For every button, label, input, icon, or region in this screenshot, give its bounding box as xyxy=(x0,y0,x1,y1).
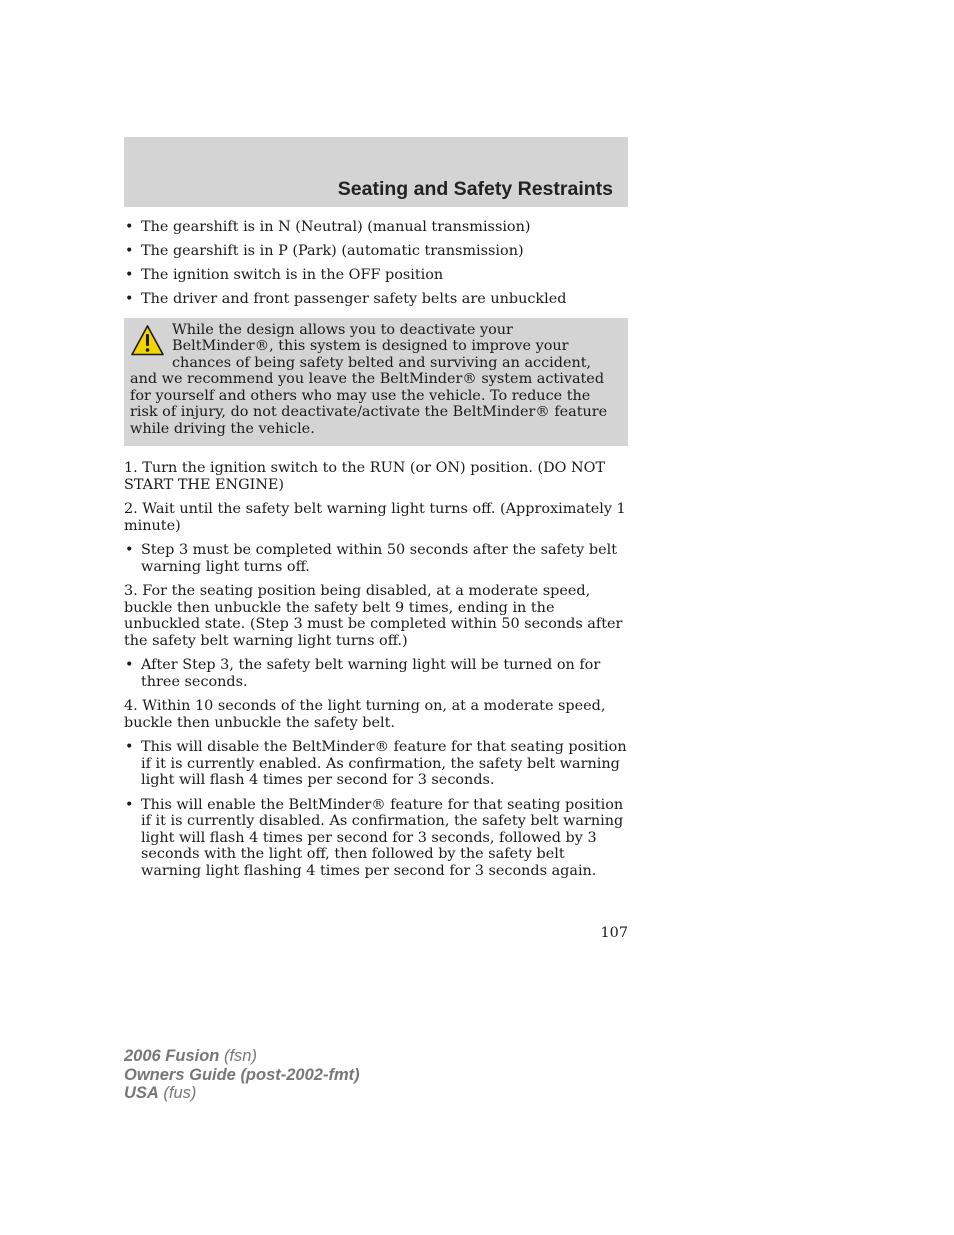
warning-triangle-icon xyxy=(130,324,165,357)
section-header xyxy=(124,137,628,207)
list-item: • The driver and front passenger safety belts are unbuckled xyxy=(124,291,628,308)
list-item: • Step 3 must be completed within 50 seconds after the safety belt warning light turns off. xyxy=(124,542,628,575)
warning-box xyxy=(124,318,628,447)
list-item: • This will disable the BeltMinder® feature for that seating position if it is currently enabled. As confirmation, the safety belt warning light will flash 4 times per second for 3 seconds. xyxy=(124,739,628,789)
warning-text: While the design allows you to deactivate your BeltMinder®, this system is designed to improve your chances of being safety belted and surviving an accident, and we recommend you leave the BeltMinder® system activated for yourself and others who may use the vehicle. To reduce the risk of injury, do not deactivate/activate the BeltMinder® feature while driving the vehicle. xyxy=(130,321,608,437)
list-item: • The ignition switch is in the OFF position xyxy=(124,267,628,284)
conditions-list xyxy=(124,219,628,308)
step-2: 2. Wait until the safety belt warning light turns off. (Approximately 1 minute) xyxy=(124,501,626,534)
list-item: • The gearshift is in P (Park) (automatic transmission) xyxy=(124,243,628,260)
page-content xyxy=(124,219,628,887)
footer-line-1: 2006 Fusion (fsn) xyxy=(124,1047,257,1065)
step-2-notes xyxy=(124,542,628,575)
step-3: 3. For the seating position being disabled, at a moderate speed, buckle then unbuckle the safety belt 9 times, ending in the unbuckled state. (Step 3 must be completed within 50 seconds after the safety belt warning light turns off.) xyxy=(124,583,623,649)
step-3-notes xyxy=(124,657,628,690)
page-number: 107 xyxy=(600,925,628,941)
document-footer xyxy=(124,1047,360,1103)
footer-line-2: Owners Guide (post-2002-fmt) xyxy=(124,1065,360,1084)
list-item: • This will enable the BeltMinder® feature for that seating position if it is currently disabled. As confirmation, the safety belt warning light will flash 4 times per second for 3 seconds, followed by 3 seconds with the light off, then followed by the safety belt warning light flashing 4 times per second for 3 seconds again. xyxy=(124,797,628,880)
section-title: Seating and Safety Restraints xyxy=(337,178,613,200)
footer-line-3: USA (fus) xyxy=(124,1084,197,1102)
step-4-notes xyxy=(124,739,628,879)
list-item: • The gearshift is in N (Neutral) (manual transmission) xyxy=(124,219,628,236)
step-1: 1. Turn the ignition switch to the RUN (or ON) position. (DO NOT START THE ENGINE) xyxy=(124,460,606,493)
step-4: 4. Within 10 seconds of the light turning on, at a moderate speed, buckle then unbuckle the safety belt. xyxy=(124,698,606,731)
list-item: • After Step 3, the safety belt warning light will be turned on for three seconds. xyxy=(124,657,628,690)
steps-section xyxy=(124,460,628,879)
